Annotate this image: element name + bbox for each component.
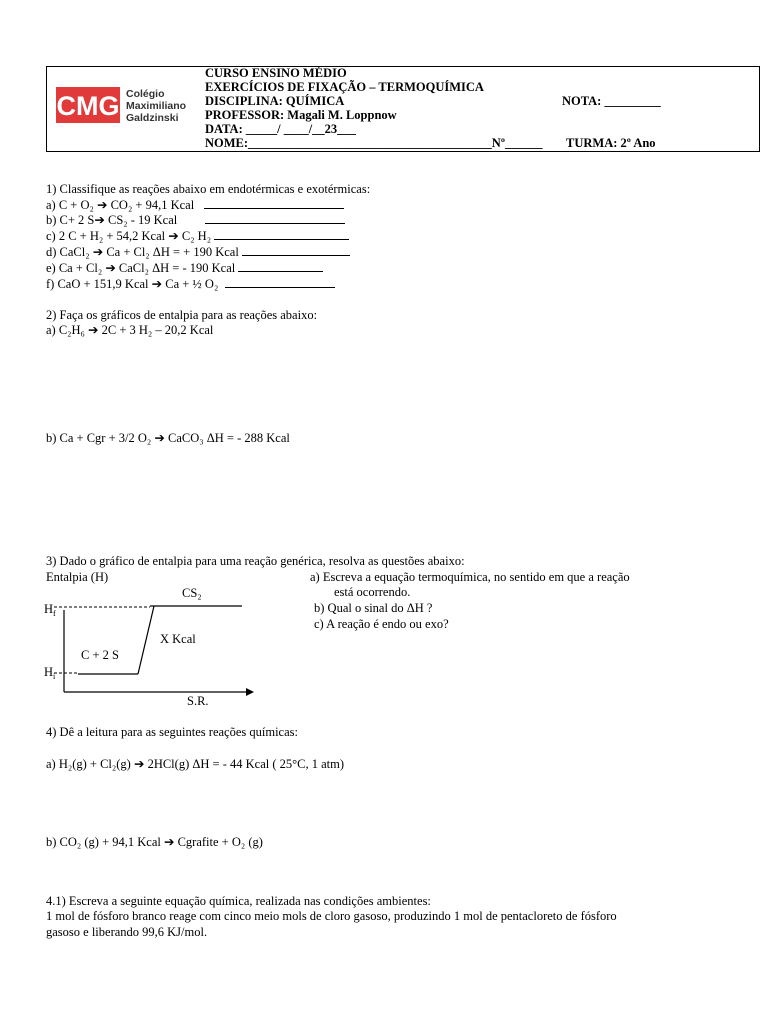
- transition-line: [138, 606, 154, 674]
- q1-item-b: b) C+ 2 S➔ CS₂ - 19 Kcal: [46, 213, 345, 228]
- q3-title: 3) Dado o gráfico de entalpia para uma reação genérica, resolva as questões abaixo:: [46, 554, 465, 568]
- x-axis-arrow: [246, 688, 254, 696]
- reaction-axis-label: S.R.: [187, 694, 209, 708]
- q2-title: 2) Faça os gráficos de entalpia para as reações abaixo:: [46, 308, 318, 322]
- enthalpy-axis-label: Entalpia (H): [46, 570, 109, 584]
- school-logo: [56, 85, 191, 125]
- q4-item-a: a) H₂(g) + Cl₂(g) ➔ 2HCl(g) ΔH = - 44 Kcal ( 25°C, 1 atm): [46, 757, 345, 771]
- q4-title: 4) Dê a leitura para as seguintes reações químicas:: [46, 725, 298, 739]
- answer-line[interactable]: [205, 213, 345, 224]
- logo-mark: CMG: [56, 91, 120, 121]
- q3-question-c: c) A reação é endo ou exo?: [314, 617, 449, 631]
- q1-item-d: d) CaCl₂ ➔ Ca + Cl₂ ΔH = + 190 Kcal: [46, 245, 350, 260]
- q3-question-a-cont: está ocorrendo.: [334, 585, 411, 599]
- q41-line-1: 1 mol de fósforo branco reage com cinco meio mols de cloro gasoso, produzindo 1 mol de pentacloreto de fósforo: [46, 909, 617, 923]
- enthalpy-diagram: [40, 582, 260, 710]
- answer-line[interactable]: [238, 261, 323, 272]
- course-label: CURSO ENSINO MÉDIO: [205, 66, 347, 80]
- product-label: CS₂: [182, 586, 202, 600]
- delta-label: X Kcal: [160, 632, 196, 646]
- q1-item-c: c) 2 C + H₂ + 54,2 Kcal ➔ C₂ H₂: [46, 229, 349, 244]
- name-field[interactable]: NOME:_______________________________________Nº______: [205, 136, 543, 150]
- answer-line[interactable]: [204, 198, 344, 209]
- q3-question-b: b) Qual o sinal do ΔH ?: [314, 601, 433, 615]
- q2-item-a: a) C₂H₆ ➔ 2C + 3 H₂ – 20,2 Kcal: [46, 323, 214, 337]
- logo-line-1: Colégio: [126, 88, 165, 100]
- answer-line[interactable]: [225, 277, 335, 288]
- q3-question-a: a) Escreva a equação termoquímica, no sentido em que a reação: [310, 570, 630, 584]
- q41-title: 4.1) Escreva a seguinte equação química, realizada nas condições ambientes:: [46, 894, 431, 908]
- date-field[interactable]: DATA: _____/ ____/__23___: [205, 122, 356, 136]
- q1-title: 1) Classifique as reações abaixo em endotérmicas e exotérmicas:: [46, 182, 371, 196]
- q41-line-2: gasoso e liberando 99,6 KJ/mol.: [46, 925, 208, 939]
- hi-label: $H_i$: [44, 665, 56, 681]
- logo-line-2: Maximiliano: [126, 100, 187, 112]
- q1-item-a: a) C + O₂ ➔ CO₂ + 94,1 Kcal: [46, 198, 344, 213]
- reactant-label: C + 2 S: [81, 648, 119, 662]
- q1-item-f: f) CaO + 151,9 Kcal ➔ Ca + ½ O₂: [46, 277, 335, 292]
- class-label: TURMA: 2º Ano: [566, 136, 656, 150]
- q4-item-b: b) CO₂ (g) + 94,1 Kcal ➔ Cgrafite + O₂ (g): [46, 835, 263, 849]
- answer-line[interactable]: [214, 229, 349, 240]
- grade-field[interactable]: NOTA: _________: [562, 94, 661, 108]
- answer-line[interactable]: [242, 245, 350, 256]
- worksheet-title: EXERCÍCIOS DE FIXAÇÃO – TERMOQUÍMICA: [205, 80, 484, 94]
- teacher-label: PROFESSOR: Magali M. Loppnow: [205, 108, 397, 122]
- q2-item-b: b) Ca + Cgr + 3/2 O₂ ➔ CaCO₃ ΔH = - 288 Kcal: [46, 431, 290, 445]
- q1-item-e: e) Ca + Cl₂ ➔ CaCl₂ ΔH = - 190 Kcal: [46, 261, 323, 276]
- discipline-label: DISCIPLINA: QUÍMICA: [205, 94, 345, 108]
- logo-line-3: Galdzinski: [126, 112, 179, 124]
- hf-label: $H_f$: [44, 602, 56, 618]
